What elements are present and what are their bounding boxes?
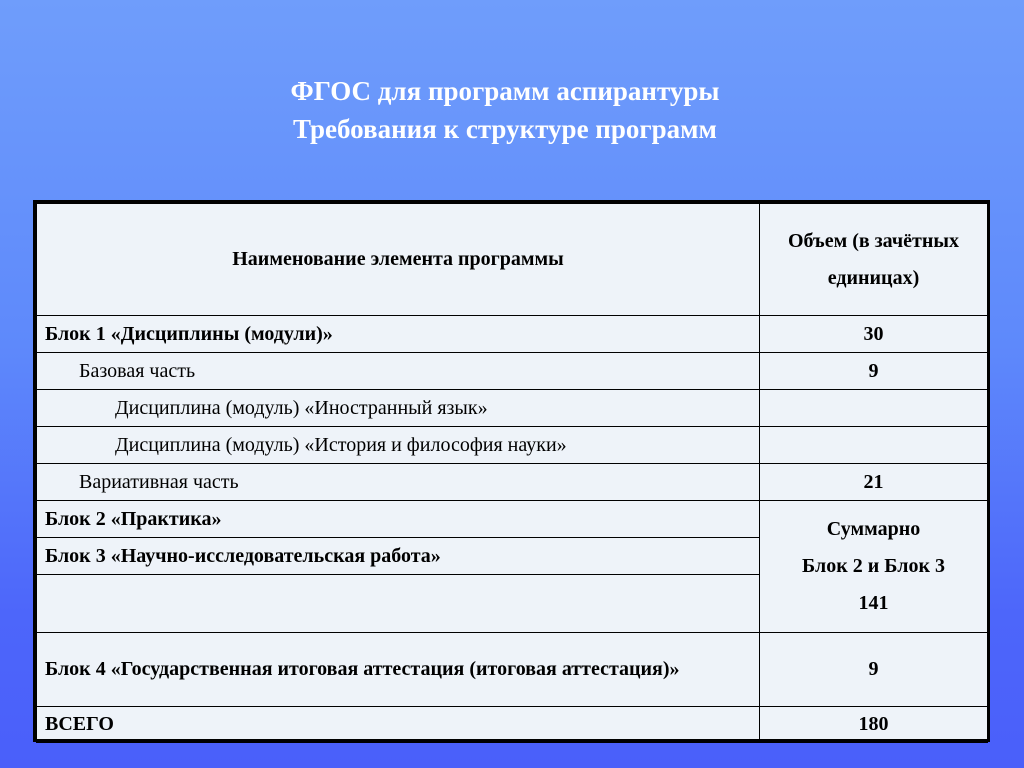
- row-value: 30: [760, 316, 988, 353]
- row-name: Дисциплина (модуль) «История и философия науки»: [37, 427, 760, 464]
- row-value: 9: [760, 633, 988, 707]
- table-header-row: [37, 204, 988, 316]
- table-row: [37, 464, 988, 501]
- table-row: [37, 501, 988, 538]
- title-line-1: ФГОС для программ аспирантуры: [290, 76, 720, 106]
- header-volume-cell: Объем (в зачётных единицах): [760, 204, 988, 316]
- row-name: Блок 1 «Дисциплины (модули)»: [37, 316, 760, 353]
- table-row: [37, 427, 988, 464]
- row-name: Вариативная часть: [37, 464, 760, 501]
- table-row: [37, 633, 988, 707]
- row-name: Блок 3 «Научно-исследовательская работа»: [37, 538, 760, 575]
- row-value: 21: [760, 464, 988, 501]
- row-name: ВСЕГО: [37, 707, 760, 743]
- row-name: [37, 575, 760, 633]
- row-name: Блок 2 «Практика»: [37, 501, 760, 538]
- row-name: Базовая часть: [37, 353, 760, 390]
- summary-line-3: 141: [858, 592, 889, 614]
- table-row: [37, 390, 988, 427]
- row-name: Блок 4 «Государственная итоговая аттестация (итоговая аттестация)»: [37, 633, 760, 707]
- table-row: [37, 707, 988, 743]
- summary-line-2: Блок 2 и Блок 3: [802, 555, 945, 577]
- table-row: [37, 316, 988, 353]
- table-row: [37, 353, 988, 390]
- row-value: 9: [760, 353, 988, 390]
- header-name-cell: Наименование элемента программы: [37, 204, 760, 316]
- summary-cell: [760, 501, 988, 633]
- summary-line-1: Суммарно: [826, 518, 921, 540]
- row-value: [760, 427, 988, 464]
- row-name: Дисциплина (модуль) «Иностранный язык»: [37, 390, 760, 427]
- slide-title: [0, 72, 1010, 148]
- row-value: [760, 390, 988, 427]
- title-line-2: Требования к структуре программ: [293, 114, 717, 144]
- structure-table: [33, 200, 990, 742]
- row-value: 180: [760, 707, 988, 743]
